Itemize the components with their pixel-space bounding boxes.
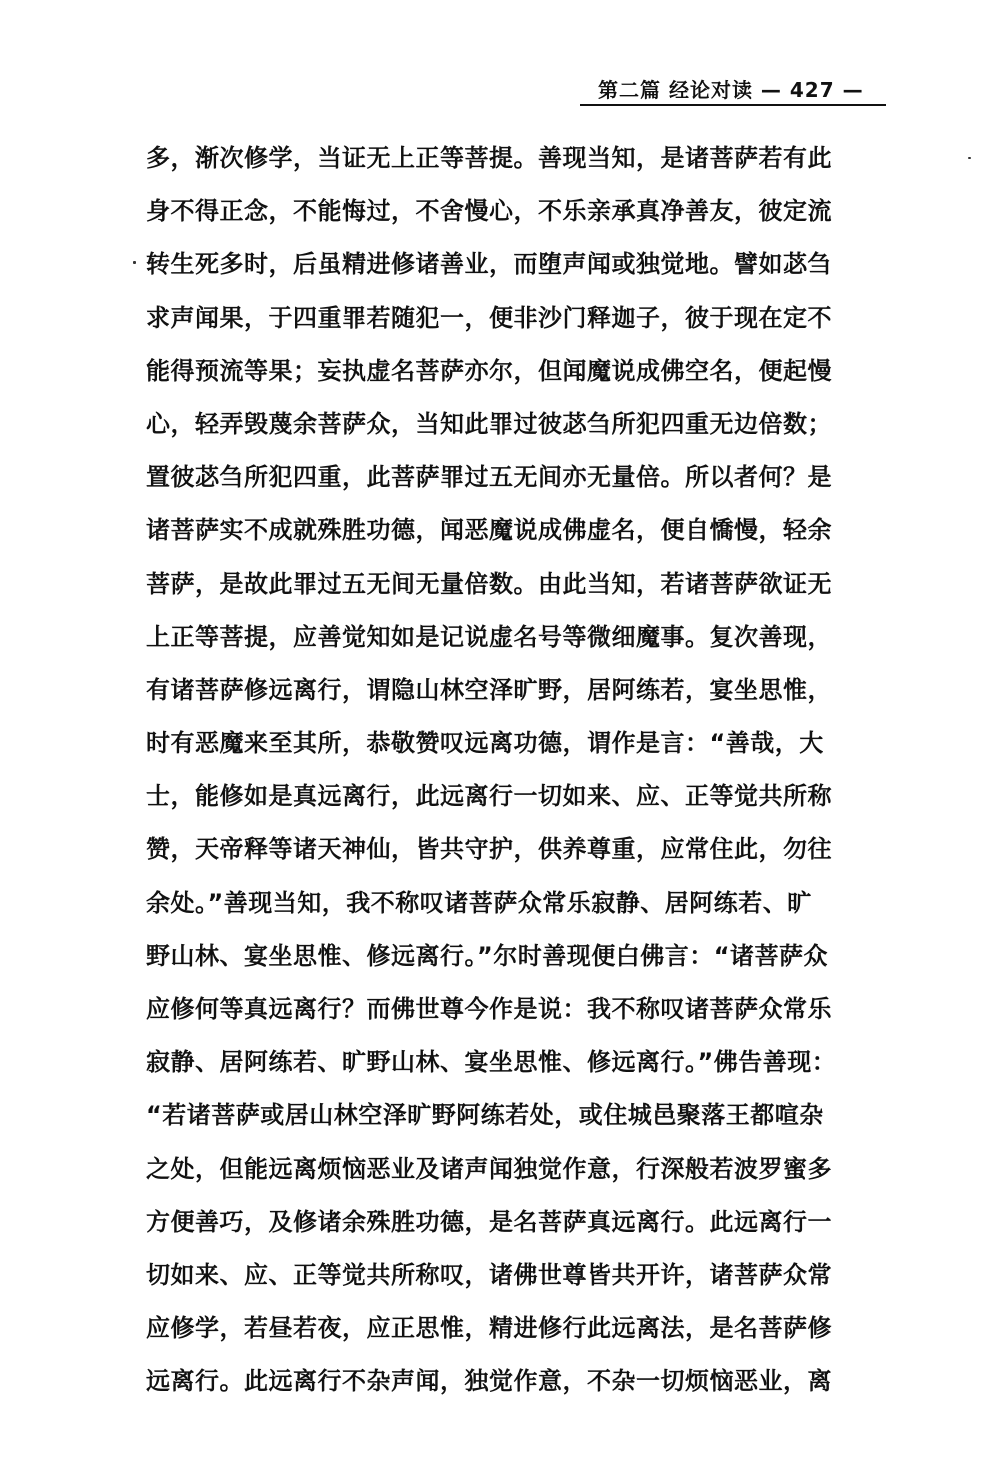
text-line: 身不得正念，不能悔过，不舍慢心，不乐亲承真净善友，彼定流: [146, 197, 832, 226]
text-line: “若诸菩萨或居山林空泽旷野阿练若处，或住城邑聚落王都喧杂: [146, 1101, 824, 1130]
header-rule: [580, 104, 886, 106]
text-line: 时有恶魔来至其所，恭敬赞叹远离功德，谓作是言：“善哉，大: [146, 729, 824, 758]
body-text: [146, 132, 888, 1409]
text-line: 转生死多时，后虽精进修诸善业，而堕声闻或独觉地。譬如苾刍: [146, 250, 832, 279]
text-line: 有诸菩萨修远离行，谓隐山林空泽旷野，居阿练若，宴坐思惟，: [146, 675, 832, 704]
text-line: 远离行。此远离行不杂声闻，独觉作意，不杂一切烦恼恶业，离: [146, 1367, 832, 1396]
text-line: 切如来、应、正等觉共所称叹，诸佛世尊皆共开许，诸菩萨众常: [146, 1260, 832, 1289]
text-line: 求声闻果，于四重罪若随犯一，便非沙门释迦子，彼于现在定不: [146, 303, 832, 332]
text-line: 方便善巧，及修诸余殊胜功德，是名菩萨真远离行。此远离行一: [146, 1207, 832, 1236]
text-line: 菩萨，是故此罪过五无间无量倍数。由此当知，若诸菩萨欲证无: [146, 569, 832, 598]
running-title: 第二篇 经论对读 — 427 —: [598, 78, 864, 102]
text-line: 上正等菩提，应善觉知如是记说虚名号等微细魔事。复次善现，: [146, 622, 832, 651]
text-line: 诸菩萨实不成就殊胜功德，闻恶魔说成佛虚名，便自憍慢，轻余: [146, 516, 832, 545]
text-line: 士，能修如是真远离行，此远离行一切如来、应、正等觉共所称: [146, 782, 832, 811]
text-line: 寂静、居阿练若、旷野山林、宴坐思惟、修远离行。”佛告善现：: [146, 1048, 837, 1077]
scan-speck-left: [133, 261, 136, 264]
text-line: 赞，天帝释等诸天神仙，皆共守护，供养尊重，应常住此，勿往: [146, 835, 832, 864]
text-line: 应修学，若昼若夜，应正思惟，精进修行此远离法，是名菩萨修: [146, 1314, 832, 1343]
text-line: 之处，但能远离烦恼恶业及诸声闻独觉作意，行深般若波罗蜜多: [146, 1154, 832, 1183]
running-header: [580, 72, 886, 106]
text-line: 能得预流等果；妄执虚名菩萨亦尔，但闻魔说成佛空名，便起慢: [146, 356, 832, 385]
text-line: 野山林、宴坐思惟、修远离行。”尔时善现便白佛言：“诸菩萨众: [146, 941, 829, 970]
scan-speck-right: [968, 157, 971, 159]
text-line: 多，渐次修学，当证无上正等菩提。善现当知，是诸菩萨若有此: [146, 144, 832, 172]
text-line: 置彼苾刍所犯四重，此菩萨罪过五无间亦无量倍。所以者何？是: [146, 463, 832, 492]
text-line: 余处。”善现当知，我不称叹诸菩萨众常乐寂静、居阿练若、旷: [146, 888, 812, 917]
text-line: 心，轻弄毁蔑余菩萨众，当知此罪过彼苾刍所犯四重无边倍数；: [146, 409, 832, 438]
text-line: 应修何等真远离行？而佛世尊今作是说：我不称叹诸菩萨众常乐: [146, 995, 832, 1023]
